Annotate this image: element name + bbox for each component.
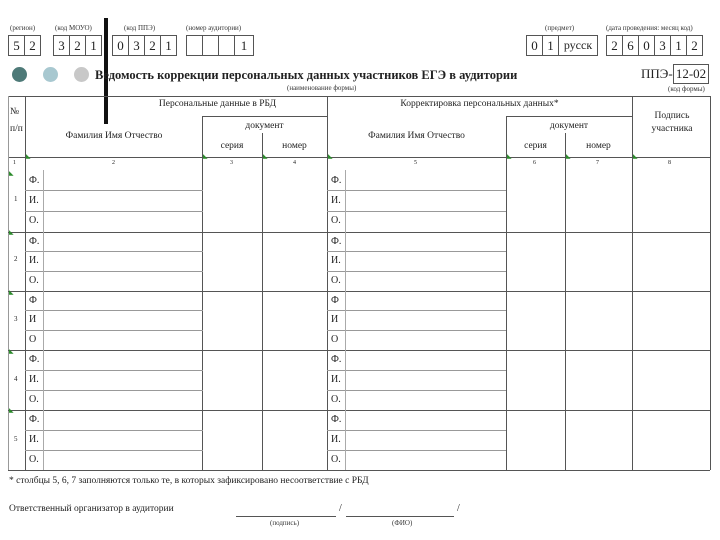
- name-caption: (ФИО): [392, 519, 413, 527]
- corner-mark: ◣: [263, 154, 268, 160]
- marker-circle-grey: [74, 67, 89, 82]
- row-number: 5: [14, 435, 18, 443]
- fio-line: [327, 310, 506, 311]
- form-title-caption: (наименование формы): [287, 84, 357, 92]
- ppe-digit[interactable]: 2: [145, 35, 161, 56]
- date-digit[interactable]: 0: [639, 35, 655, 56]
- row-separator: [8, 291, 710, 292]
- col-num: 5: [414, 160, 417, 166]
- fio-letter: О.: [29, 454, 39, 465]
- ppe-field[interactable]: [112, 35, 177, 54]
- fio-letter: О.: [29, 394, 39, 405]
- corr-series-header: серия: [524, 141, 547, 151]
- ppe-label: (код ППЭ): [124, 24, 156, 32]
- fio-line: [25, 251, 203, 252]
- fio-letter: Ф.: [29, 354, 40, 365]
- fio-letter: И.: [331, 255, 341, 266]
- fio-letter: И: [331, 314, 339, 325]
- auditorium-field[interactable]: [186, 35, 254, 54]
- signature-header: Подпись участника: [651, 111, 693, 134]
- ppe-digit[interactable]: 0: [112, 35, 129, 56]
- number-header: номер: [282, 141, 307, 151]
- auditorium-digit[interactable]: [203, 35, 219, 56]
- corner-mark: ◣: [633, 154, 638, 160]
- form-code: 12-02: [673, 64, 709, 84]
- fio-letter: О: [331, 334, 339, 345]
- signature-caption: (подпись): [270, 519, 300, 527]
- row-separator: [8, 232, 710, 233]
- fio-line: [327, 330, 506, 331]
- date-digit[interactable]: 1: [671, 35, 687, 56]
- row-number: 4: [14, 375, 18, 383]
- fio-letter: Ф: [29, 295, 37, 306]
- form-prefix: ППЭ-: [641, 66, 673, 81]
- fio-line: [25, 310, 203, 311]
- corner-mark: ◣: [26, 154, 31, 160]
- fio-letter: И.: [331, 434, 341, 445]
- fio-letter: О.: [331, 454, 341, 465]
- fio-line: [327, 271, 506, 272]
- fio-line: [327, 390, 506, 391]
- fio-line: [327, 430, 506, 431]
- fio-letter: Ф.: [29, 236, 40, 247]
- fio-letter: И.: [29, 195, 39, 206]
- table-top-line: [8, 96, 710, 97]
- fio-letter: Ф.: [331, 236, 342, 247]
- col-border: [202, 116, 203, 470]
- fio-line: [327, 211, 506, 212]
- letter-separator: [345, 170, 346, 470]
- date-label: (дата проведения: месяц код): [606, 24, 693, 32]
- fio-line: [25, 390, 203, 391]
- slash: /: [457, 503, 460, 514]
- fio-line: [327, 370, 506, 371]
- fio-letter: Ф.: [29, 175, 40, 186]
- row-number: 1: [14, 195, 18, 203]
- name-line[interactable]: [346, 516, 454, 517]
- document-header: документ: [245, 121, 284, 131]
- subheader-line: [202, 116, 327, 117]
- auditorium-digit[interactable]: [219, 35, 235, 56]
- fio-line: [327, 190, 506, 191]
- corner-mark: ◣: [9, 230, 14, 236]
- region-label: (регион): [10, 24, 36, 32]
- fio-letter: О.: [331, 394, 341, 405]
- fio-line: [327, 251, 506, 252]
- footnote: * столбцы 5, 6, 7 заполняются только те, в которых зафиксировано несоответствие с РБД: [9, 476, 369, 486]
- mouo-digit[interactable]: 1: [86, 35, 102, 56]
- fio-letter: Ф.: [331, 354, 342, 365]
- col-border: [262, 133, 263, 470]
- subheader-line: [506, 116, 632, 117]
- col-num: 1: [13, 160, 16, 166]
- corner-mark: ◣: [9, 349, 14, 355]
- form-title: Ведомость коррекции персональных данных участников ЕГЭ в аудитории: [95, 68, 518, 82]
- col-num: 7: [596, 160, 599, 166]
- fio-line: [25, 430, 203, 431]
- fio-letter: О.: [331, 275, 341, 286]
- corr-number-header: номер: [586, 141, 611, 151]
- marker-circle-light: [43, 67, 58, 82]
- ppe-digit[interactable]: 1: [161, 35, 177, 56]
- fio-letter: О.: [29, 275, 39, 286]
- fio-line: [327, 450, 506, 451]
- col-border: [506, 116, 507, 470]
- col-num: 8: [668, 160, 671, 166]
- fio-letter: И.: [29, 434, 39, 445]
- row-separator: [8, 410, 710, 411]
- fio-letter: И: [29, 314, 37, 325]
- date-digit[interactable]: 6: [623, 35, 639, 56]
- fio-letter: Ф: [331, 295, 339, 306]
- fio-letter: О: [29, 334, 37, 345]
- corner-mark: ◣: [203, 154, 208, 160]
- fio-letter: Ф.: [331, 175, 342, 186]
- fio-letter: И.: [331, 195, 341, 206]
- corr-document-header: документ: [549, 121, 589, 131]
- fio-letter: И.: [29, 255, 39, 266]
- corner-mark: ◣: [9, 171, 14, 177]
- corr-fio-header: Фамилия Имя Отчество: [368, 131, 465, 141]
- signature-line[interactable]: [236, 516, 336, 517]
- form-code-caption: (код формы): [668, 85, 705, 93]
- ppe-digit[interactable]: 3: [129, 35, 145, 56]
- mouo-field[interactable]: [53, 35, 102, 54]
- fio-letter: И.: [331, 374, 341, 385]
- subject-name[interactable]: русск: [559, 35, 598, 56]
- subject-label: (предмет): [545, 24, 575, 32]
- row-number: 3: [14, 315, 18, 323]
- fio-line: [25, 370, 203, 371]
- fio-letter: Ф.: [29, 414, 40, 425]
- corner-mark: ◣: [9, 408, 14, 414]
- row-separator: [8, 350, 710, 351]
- col-num: 6: [533, 160, 536, 166]
- corner-mark: ◣: [9, 290, 14, 296]
- region-digit[interactable]: 2: [25, 35, 41, 56]
- auditorium-label: (номер аудитории): [186, 24, 242, 32]
- fio-line: [25, 211, 203, 212]
- fio-letter: О.: [331, 215, 341, 226]
- auditorium-digit[interactable]: 1: [235, 35, 254, 56]
- series-header: серия: [220, 141, 244, 151]
- correction-header: Корректировка персональных данных*: [400, 99, 559, 109]
- fio-line: [25, 330, 203, 331]
- personal-data-header: Персональные данные в РБД: [158, 99, 277, 109]
- date-field[interactable]: [606, 35, 703, 54]
- auditorium-digit[interactable]: [186, 35, 203, 56]
- fio-line: [25, 271, 203, 272]
- mouo-label: (код МОУО): [55, 24, 92, 32]
- col-num: 3: [230, 160, 233, 166]
- fio-header: Фамилия Имя Отчество: [65, 131, 163, 141]
- subject-digit[interactable]: 1: [543, 35, 559, 56]
- corner-mark: ◣: [328, 154, 333, 160]
- col-num: 4: [293, 160, 296, 166]
- marker-circle-dark: [12, 67, 27, 82]
- date-digit[interactable]: 3: [655, 35, 671, 56]
- fio-line: [25, 450, 203, 451]
- fio-letter: Ф.: [331, 414, 342, 425]
- fio-letter: И.: [29, 374, 39, 385]
- row-number: 2: [14, 255, 18, 263]
- corner-mark: ◣: [566, 154, 571, 160]
- region-field[interactable]: [8, 35, 41, 54]
- subject-field[interactable]: [526, 35, 598, 54]
- col-number-header: № п/п: [10, 107, 23, 134]
- colnum-line: [8, 157, 710, 158]
- mouo-digit[interactable]: 3: [53, 35, 70, 56]
- organizer-label: Ответственный организатор в аудитории: [9, 504, 174, 514]
- date-digit[interactable]: 2: [687, 35, 703, 56]
- letter-separator: [43, 170, 44, 470]
- corner-mark: ◣: [507, 154, 512, 160]
- date-digit[interactable]: 2: [606, 35, 623, 56]
- col-num: 2: [112, 160, 115, 166]
- region-digit[interactable]: 5: [8, 35, 25, 56]
- col-border: [710, 96, 711, 470]
- fio-letter: О.: [29, 215, 39, 226]
- mouo-digit[interactable]: 2: [70, 35, 86, 56]
- fio-line: [25, 190, 203, 191]
- col-border: [565, 133, 566, 470]
- subject-digit[interactable]: 0: [526, 35, 543, 56]
- slash: /: [339, 503, 342, 514]
- row-separator: [8, 470, 710, 471]
